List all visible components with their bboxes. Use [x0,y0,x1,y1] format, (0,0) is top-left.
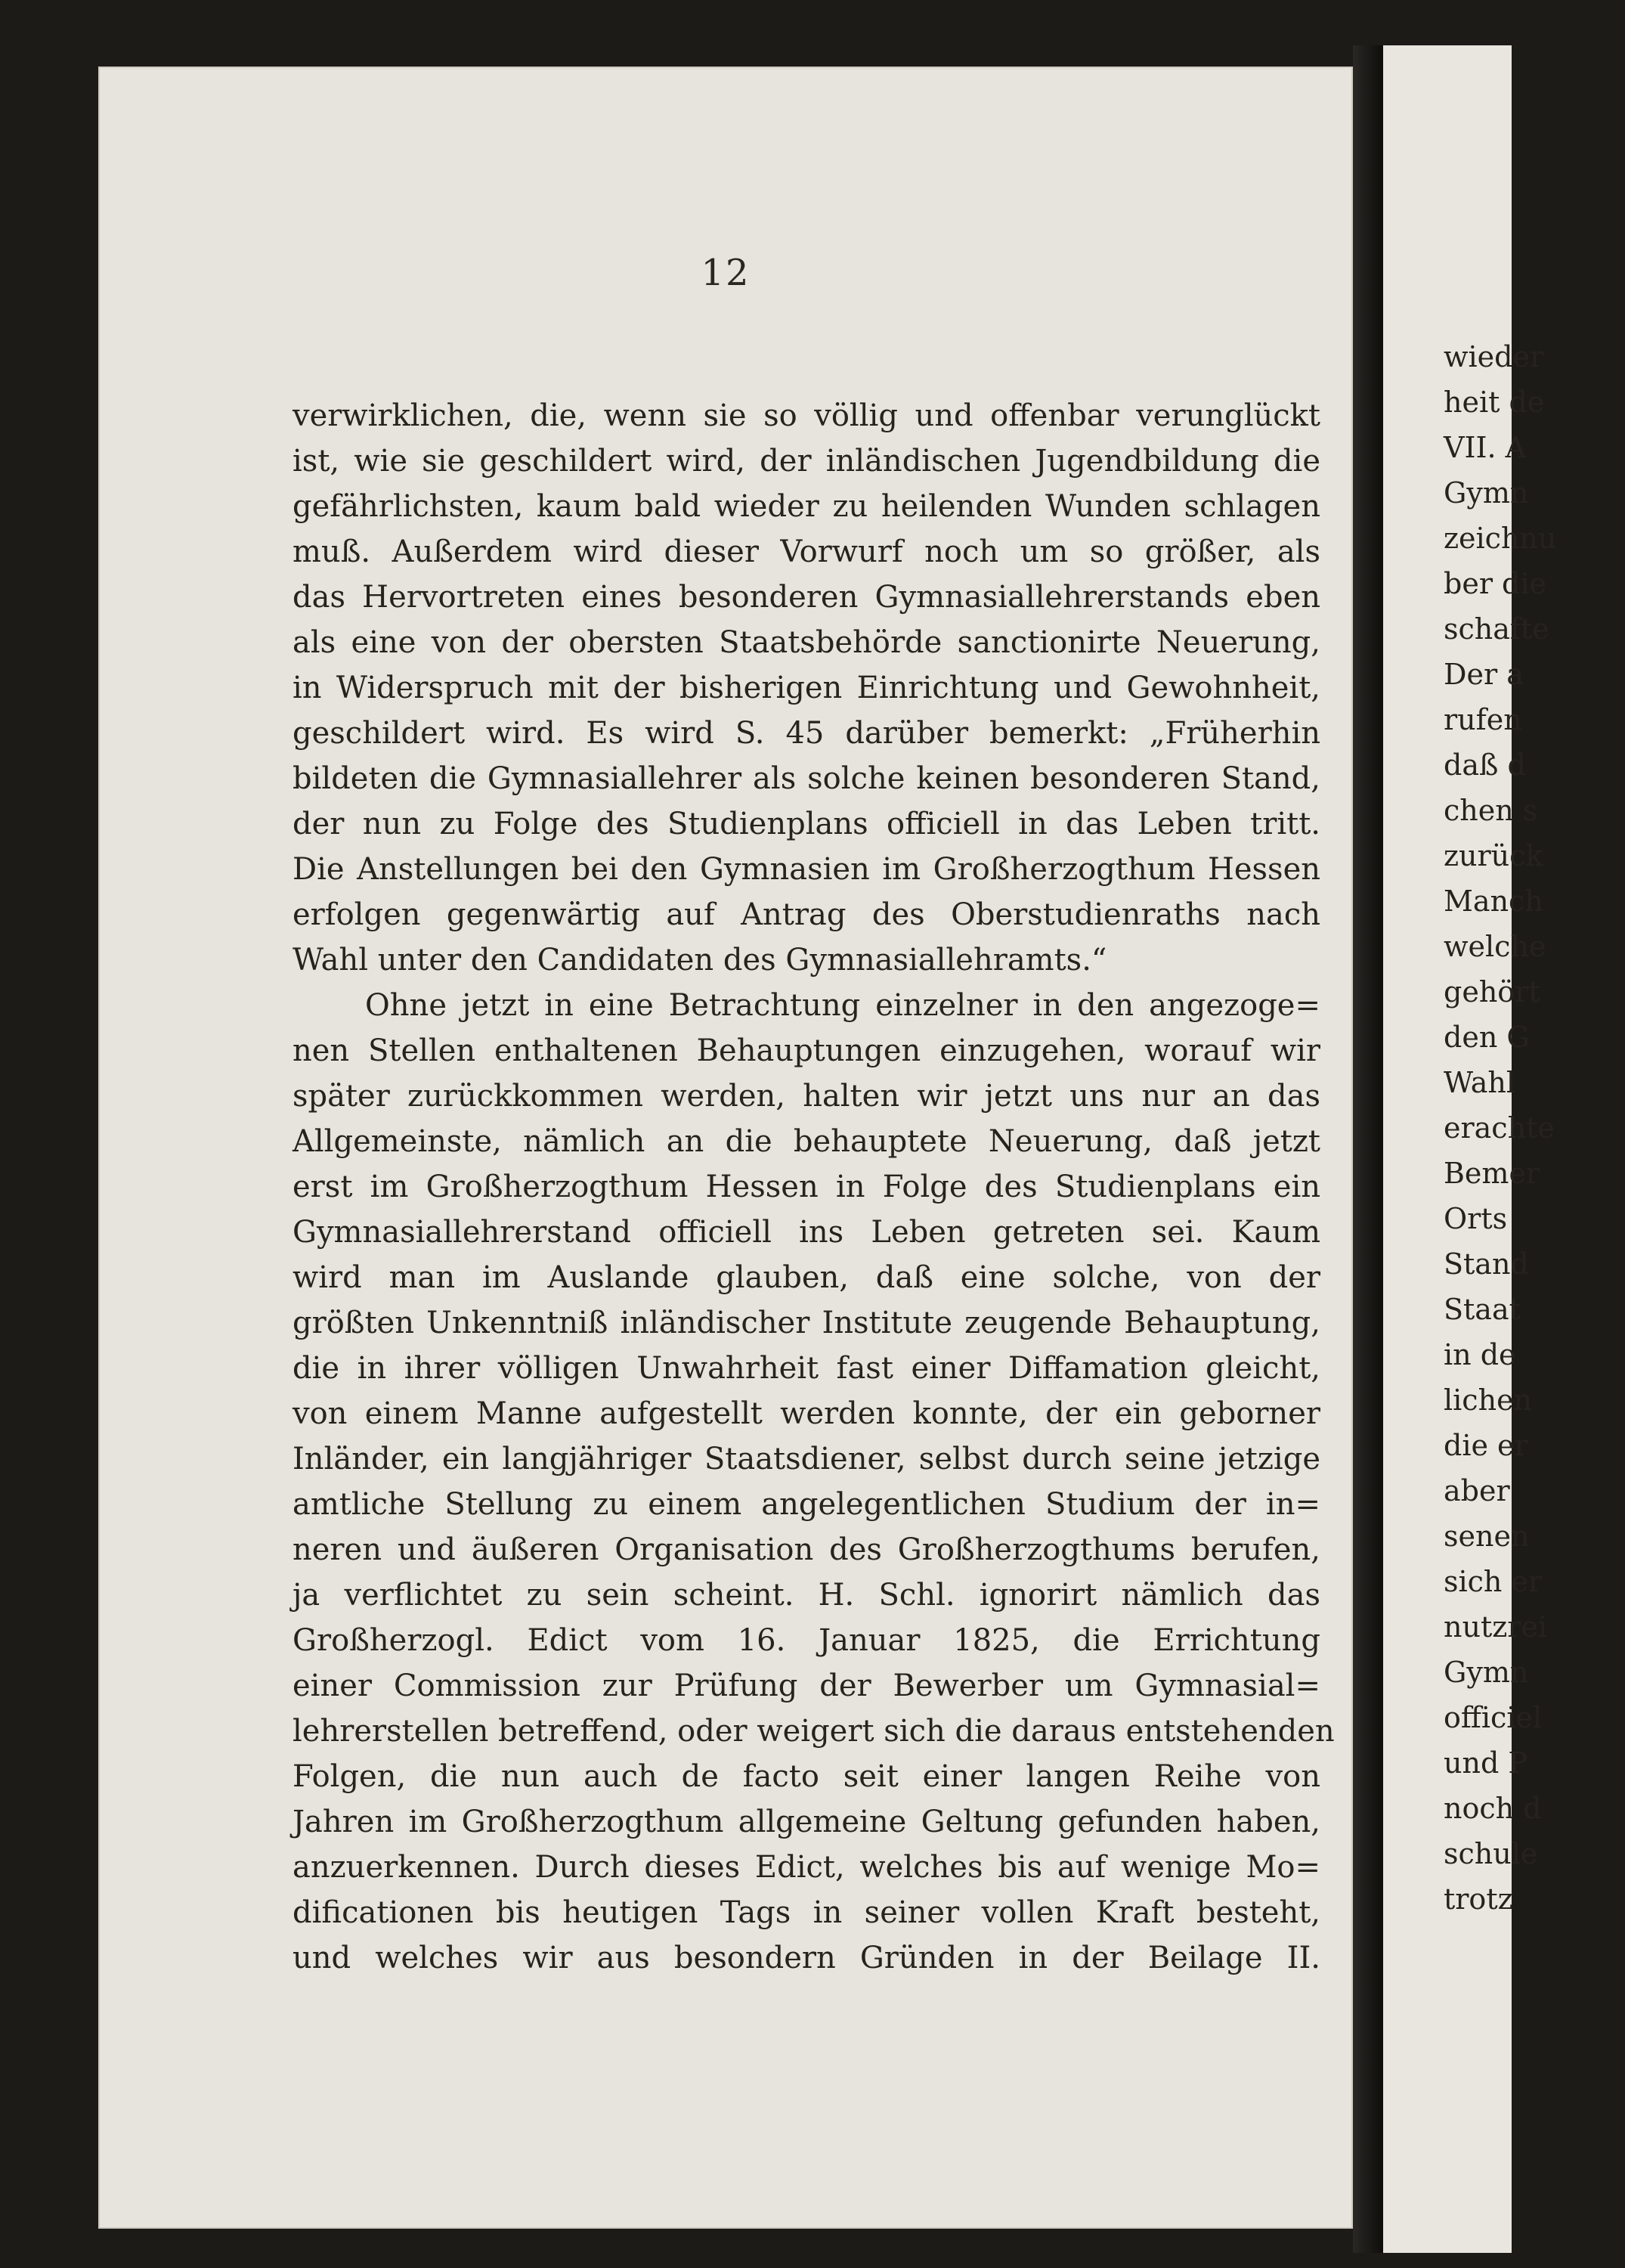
text-line: Inländer, ein langjähriger Staatsdiener, selbst durch seine jetzige [292,1442,1320,1476]
next-page-edge [1383,45,1557,2253]
text-line: der nun zu Folge des Studienplans officiell in das Leben tritt. [292,807,1320,841]
edge-line: in de [1444,1338,1516,1371]
text-line: erfolgen gegenwärtig auf Antrag des Oberstudienraths nach [292,897,1320,932]
edge-line: trotz [1444,1882,1513,1916]
text-line: anzuerkennen. Durch dieses Edict, welches bis auf wenige Mo= [292,1850,1320,1885]
text-line: ist, wie sie geschildert wird, der inländischen Jugendbildung die [292,444,1320,479]
text-line: erst im Großherzogthum Hessen in Folge des Studienplans ein [292,1170,1320,1204]
text-line: die in ihrer völligen Unwahrheit fast einer Diffamation gleicht, [292,1351,1320,1386]
edge-line: lichen [1444,1383,1533,1417]
text-line: von einem Manne aufgestellt werden konnte, der ein geborner [292,1396,1320,1431]
text-line: später zurückkommen werden, halten wir jetzt uns nur an das [292,1079,1320,1114]
text-line: gefährlichsten, kaum bald wieder zu heilenden Wunden schlagen [292,489,1320,524]
edge-line: officiel [1444,1701,1543,1734]
text-line: nen Stellen enthaltenen Behauptungen einzugehen, worauf wir [292,1033,1320,1068]
text-line: Ohne jetzt in eine Betrachtung einzelner in den angezoge= [365,988,1320,1023]
text-line: Wahl unter den Candidaten des Gymnasiallehramts.“ [292,943,1107,978]
edge-line: gehört [1444,975,1540,1009]
edge-line: nutzrei [1444,1610,1548,1644]
text-line: Gymnasiallehrerstand officiell ins Leben getreten sei. Kaum [292,1215,1320,1250]
text-line: das Hervortreten eines besonderen Gymnasiallehrerstands eben [292,580,1320,615]
edge-line: Der a [1444,658,1524,691]
text-line: geschildert wird. Es wird S. 45 darüber bemerkt: „Früherhin [292,716,1320,751]
text-line: als eine von der obersten Staatsbehörde sanctionirte Neuerung, [292,625,1320,660]
text-line: bildeten die Gymnasiallehrer als solche keinen besonderen Stand, [292,761,1320,796]
edge-line: Bemer [1444,1157,1540,1190]
text-line: größten Unkenntniß inländischer Institute zeugende Behauptung, [292,1306,1320,1340]
edge-line: sich er [1444,1565,1543,1598]
page-number: 12 [701,252,751,294]
edge-line: die er [1444,1429,1528,1462]
edge-line: Orts [1444,1202,1508,1235]
edge-line: zeichnu [1444,522,1557,555]
edge-line: chen s [1444,794,1538,827]
text-line: Jahren im Großherzogthum allgemeine Geltung gefunden haben, [292,1805,1320,1839]
edge-line: Stand [1444,1247,1529,1281]
edge-line: Wahl [1444,1066,1516,1099]
edge-line: noch d [1444,1792,1542,1825]
text-line: ja verflichtet zu sein scheint. H. Schl. ignorirt nämlich das [292,1578,1320,1613]
edge-line: ber die [1444,567,1547,600]
text-line: dificationen bis heutigen Tags in seiner vollen Kraft besteht, [292,1895,1320,1930]
edge-line: senen [1444,1520,1530,1553]
text-line: verwirklichen, die, wenn sie so völlig und offenbar verunglückt [292,398,1320,433]
body-text [292,393,1335,1981]
edge-line: Staat [1444,1293,1521,1326]
text-line: Die Anstellungen bei den Gymnasien im Großherzogthum Hessen [292,852,1320,887]
text-line: einer Commission zur Prüfung der Bewerber um Gymnasial= [292,1668,1320,1703]
edge-line: Manch [1444,885,1543,918]
text-line: amtliche Stellung zu einem angelegentlichen Studium der in= [292,1487,1320,1522]
edge-line: Gymn [1444,476,1529,510]
edge-line: daß d [1444,748,1526,782]
text-line: neren und äußeren Organisation des Großherzogthums berufen, [292,1532,1320,1567]
text-line: und welches wir aus besondern Gründen in der Beilage II. [292,1941,1320,1975]
edge-line: schule [1444,1837,1538,1870]
edge-line: aber [1444,1474,1510,1507]
edge-line: erachte [1444,1111,1555,1145]
book-page [98,67,1353,2229]
edge-line: den G [1444,1021,1530,1054]
edge-line: rufen [1444,703,1522,736]
text-line: Großherzogl. Edict vom 16. Januar 1825, die Errichtung [292,1623,1320,1658]
edge-line: VII. A [1444,431,1527,464]
edge-line: und P [1444,1746,1528,1780]
text-line: Folgen, die nun auch de facto seit einer langen Reihe von [292,1759,1320,1794]
text-line: wird man im Auslande glauben, daß eine solche, von der [292,1260,1320,1295]
text-line: muß. Außerdem wird dieser Vorwurf noch um so größer, als [292,534,1320,569]
edge-line: wieder [1444,340,1544,373]
text-line: lehrerstellen betreffend, oder weigert sich die daraus entstehenden [292,1714,1335,1749]
text-line: in Widerspruch mit der bisherigen Einrichtung und Gewohnheit, [292,671,1320,705]
edge-line: schafte [1444,612,1549,646]
book-gutter [1353,45,1383,2253]
edge-line: welche [1444,930,1546,963]
edge-line: heit de [1444,386,1545,419]
text-line: Allgemeinste, nämlich an die behauptete Neuerung, daß jetzt [292,1124,1320,1159]
edge-line: zurück [1444,839,1543,872]
edge-line: Gymn [1444,1656,1529,1689]
